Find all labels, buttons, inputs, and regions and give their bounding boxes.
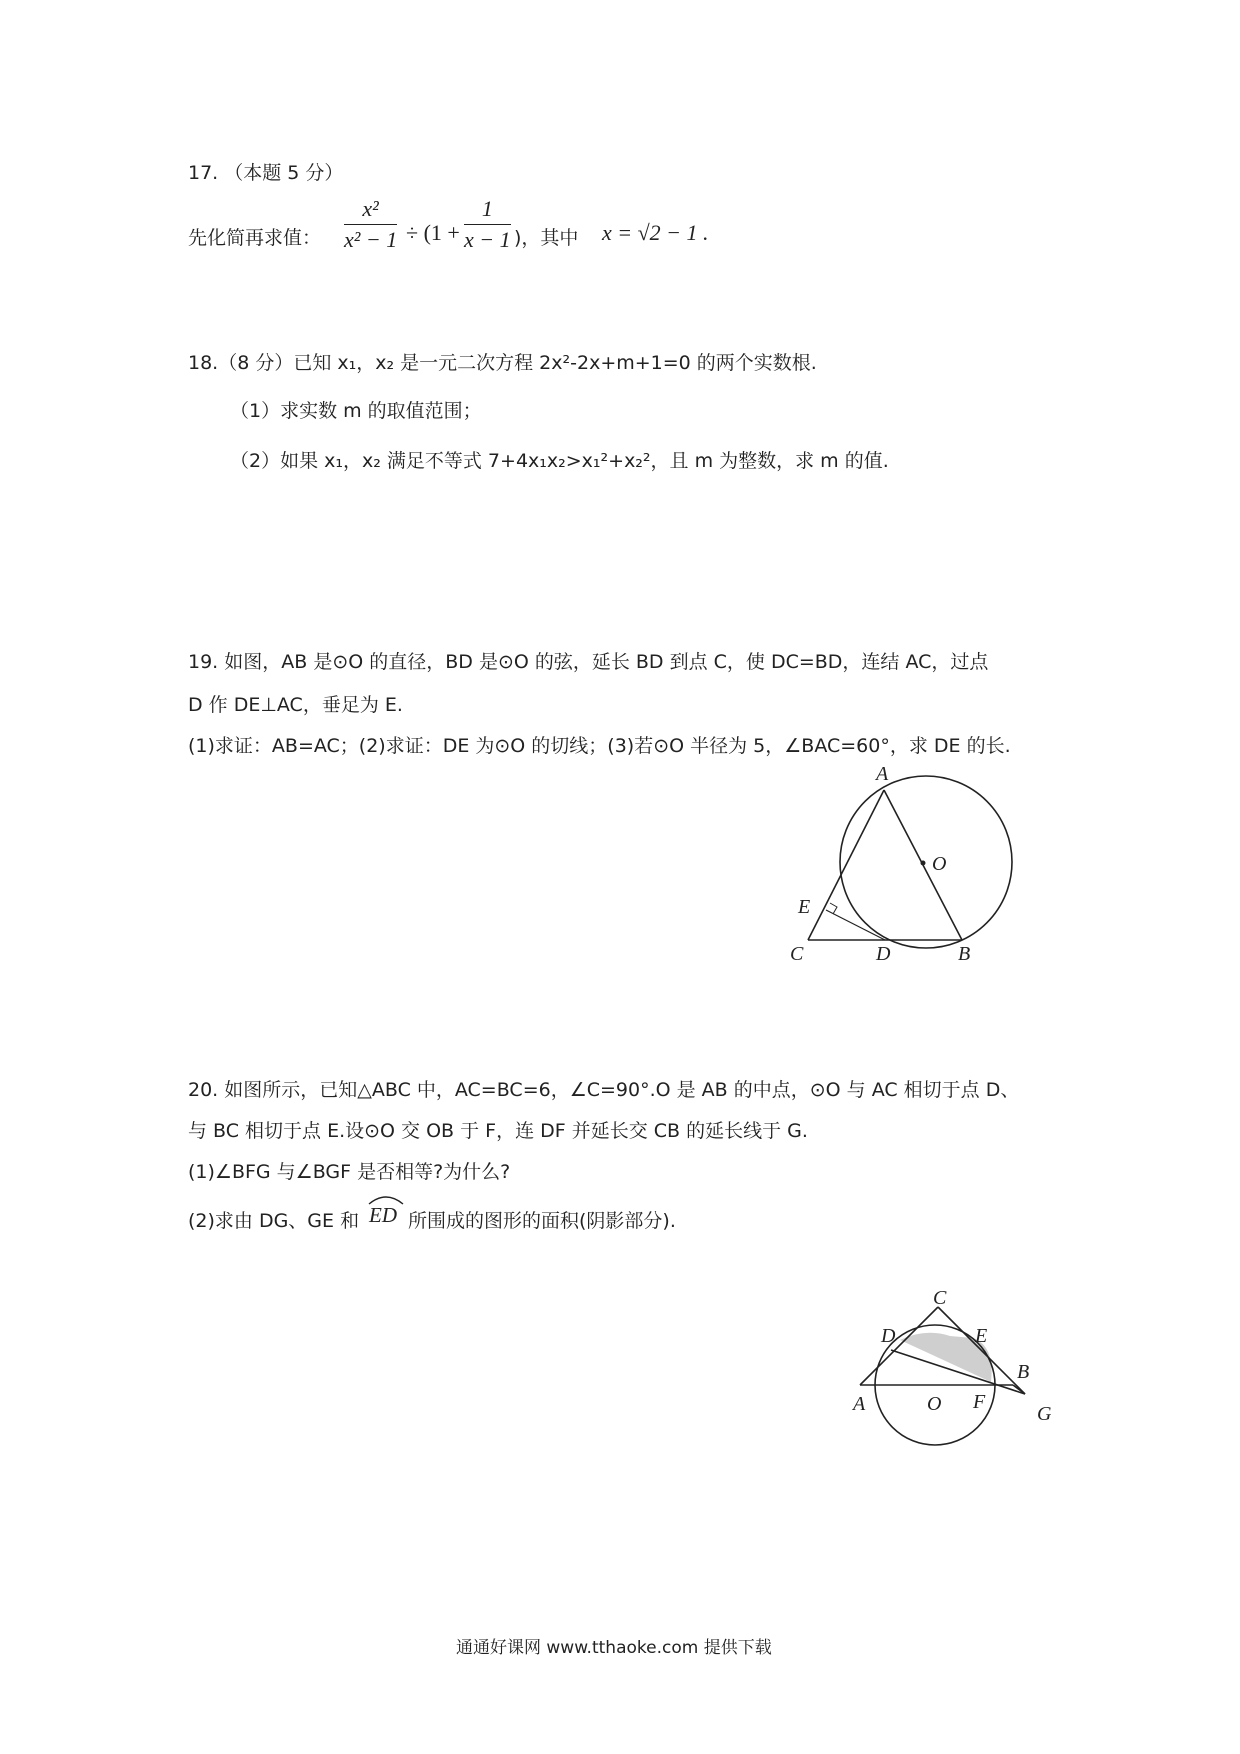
q19-label-c: C [790, 943, 804, 965]
q17-frac2-numerator: 1 [481, 196, 493, 221]
q20-label-e: E [975, 1325, 988, 1347]
q20-label-b: B [1017, 1361, 1030, 1383]
q18-stem: 18.（8 分）已知 x₁，x₂ 是一元二次方程 2x²-2x+m+1=0 的两个实数根. [188, 352, 817, 374]
q20-figure [845, 1290, 1065, 1460]
q17-frac2-denominator: x − 1 [464, 227, 511, 252]
q20-line2: 与 BC 相切于点 E.设⊙O 交 OB 于 F，连 DF 并延长交 CB 的延长线于 G. [188, 1120, 808, 1142]
q19-label-a: A [876, 763, 889, 785]
q19-label-b: B [958, 943, 971, 965]
q20-line4-pre: (2)求由 DG、GE 和 [188, 1210, 360, 1232]
q20-label-a: A [853, 1393, 866, 1415]
q17-tail: )，其中 [514, 227, 579, 249]
q18-part1: （1）求实数 m 的取值范围； [230, 400, 482, 422]
q19-point-o [921, 861, 926, 866]
q17-header: 17. （本题 5 分） [188, 162, 344, 184]
q17-frac1-bar [344, 224, 397, 225]
q19-segment-ac [808, 790, 884, 940]
q17-frac1-denominator: x² − 1 [344, 227, 398, 252]
q19-label-d: D [876, 943, 891, 965]
q19-line1: 19. 如图，AB 是⊙O 的直径，BD 是⊙O 的弦，延长 BD 到点 C，使 DC=BD，连结 AC，过点 [188, 651, 989, 673]
q19-line3: (1)求证：AB=AC；(2)求证：DE 为⊙O 的切线；(3)若⊙O 半径为 5，∠BAC=60°，求 DE 的长. [188, 735, 1011, 757]
q20-line1: 20. 如图所示，已知△ABC 中，AC=BC=6，∠C=90°.O 是 AB 的中点，⊙O 与 AC 相切于点 D、 [188, 1079, 1020, 1101]
q19-label-o: O [932, 853, 947, 875]
q19-label-e: E [798, 896, 811, 918]
q17-given: x = √2 − 1 . [602, 220, 709, 245]
q19-segment-de [826, 910, 885, 940]
q20-line3: (1)∠BFG 与∠BGF 是否相等?为什么? [188, 1161, 511, 1183]
q17-fraction-1 [344, 196, 397, 253]
q20-label-d: D [881, 1325, 896, 1347]
q20-line4-post: 所围成的图形的面积(阴影部分). [408, 1210, 676, 1232]
q19-circle-o [840, 776, 1012, 948]
q19-figure [780, 760, 1040, 970]
q20-arc-label: ED [369, 1203, 397, 1227]
q19-line2: D 作 DE⊥AC，垂足为 E. [188, 694, 403, 716]
q20-label-c: C [933, 1290, 947, 1309]
q17-frac1-numerator: x² [362, 196, 379, 221]
q17-fraction-2 [464, 196, 511, 253]
q17-divide-op: ÷ (1 + [406, 220, 460, 245]
q20-label-g: G [1037, 1403, 1052, 1425]
q20-arc-ed [366, 1192, 406, 1228]
page-footer: 通通好课网 www.tthaoke.com 提供下载 [456, 1638, 772, 1658]
q17-frac2-bar [464, 224, 511, 225]
q20-label-o: O [927, 1393, 942, 1415]
q18-part2: （2）如果 x₁，x₂ 满足不等式 7+4x₁x₂>x₁²+x₂²，且 m 为整数，求 m 的值. [230, 450, 889, 472]
q20-label-f: F [973, 1391, 986, 1413]
q17-prompt: 先化简再求值： [188, 227, 322, 249]
